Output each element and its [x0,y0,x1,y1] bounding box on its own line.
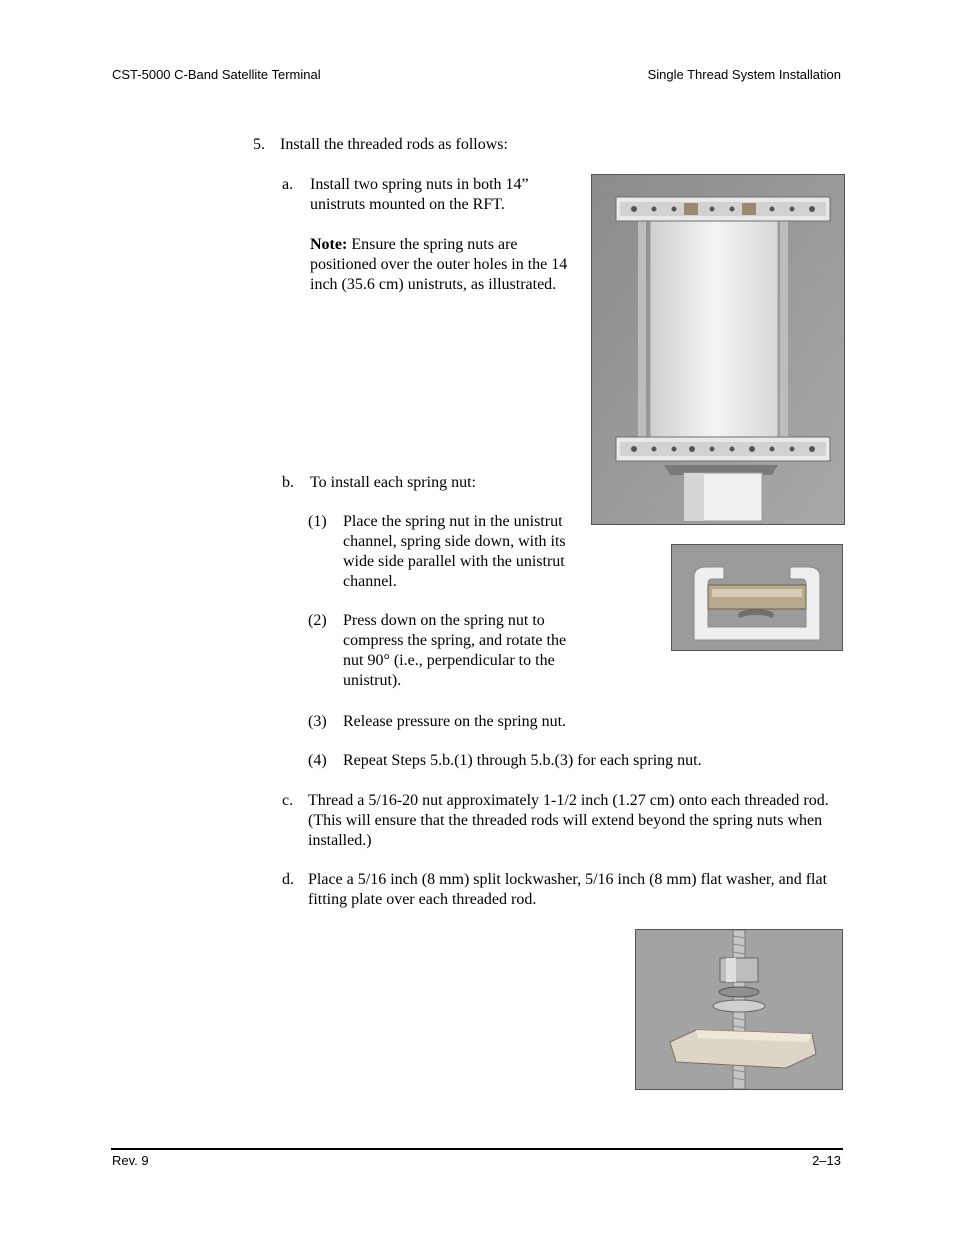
item-b-text: To install each spring nut: [310,474,476,491]
spring-nut-channel-photo [671,544,843,651]
item-c-text: Thread a 5/16-20 nut approximately 1-1/2 inch (1.27 cm) onto each threaded rod. (This will ensure that the threaded rods will extend beyond the spring nuts when installed.) [308,792,829,849]
substep-number: (2) [308,612,327,629]
item-b-letter: b. [282,474,294,491]
substep-number: (3) [308,713,327,730]
note-text: Ensure the spring nuts are positioned over the outer holes in the 14 inch (35.6 cm) unistruts, as illustrated. [310,236,568,293]
threaded-rod-assembly-photo [635,929,843,1090]
step-text: Install the threaded rods as follows: [280,136,508,153]
footer-rule [111,1148,843,1150]
substep-text: Release pressure on the spring nut. [343,713,567,730]
substep-text: Place the spring nut in the unistrut channel, spring side down, with its wide side parallel with the unistrut channel. [343,513,566,590]
running-header-title: CST-5000 C-Band Satellite Terminal [112,67,321,82]
running-header-section: Single Thread System Installation [647,67,841,82]
item-d-letter: d. [282,871,294,888]
item-a-text: Install two spring nuts in both 14” unistruts mounted on the RFT. [310,176,529,213]
rft-unistrut-photo [591,174,845,525]
step-number: 5. [253,136,265,153]
item-a-note [310,235,572,295]
substep-number: (1) [308,513,327,530]
item-c-letter: c. [282,792,294,809]
substep-text: Press down on the spring nut to compress the spring, and rotate the nut 90° (i.e., perpendicular to the unistrut). [343,612,567,689]
footer-revision: Rev. 9 [112,1153,149,1168]
item-d-text: Place a 5/16 inch (8 mm) split lockwasher, 5/16 inch (8 mm) flat washer, and flat fitting plate over each threaded rod. [308,871,828,908]
page-number: 2–13 [812,1153,841,1168]
note-label: Note: [310,236,348,253]
substep-number: (4) [308,752,327,769]
substep-text: Repeat Steps 5.b.(1) through 5.b.(3) for each spring nut. [343,752,702,769]
item-a-letter: a. [282,176,294,193]
